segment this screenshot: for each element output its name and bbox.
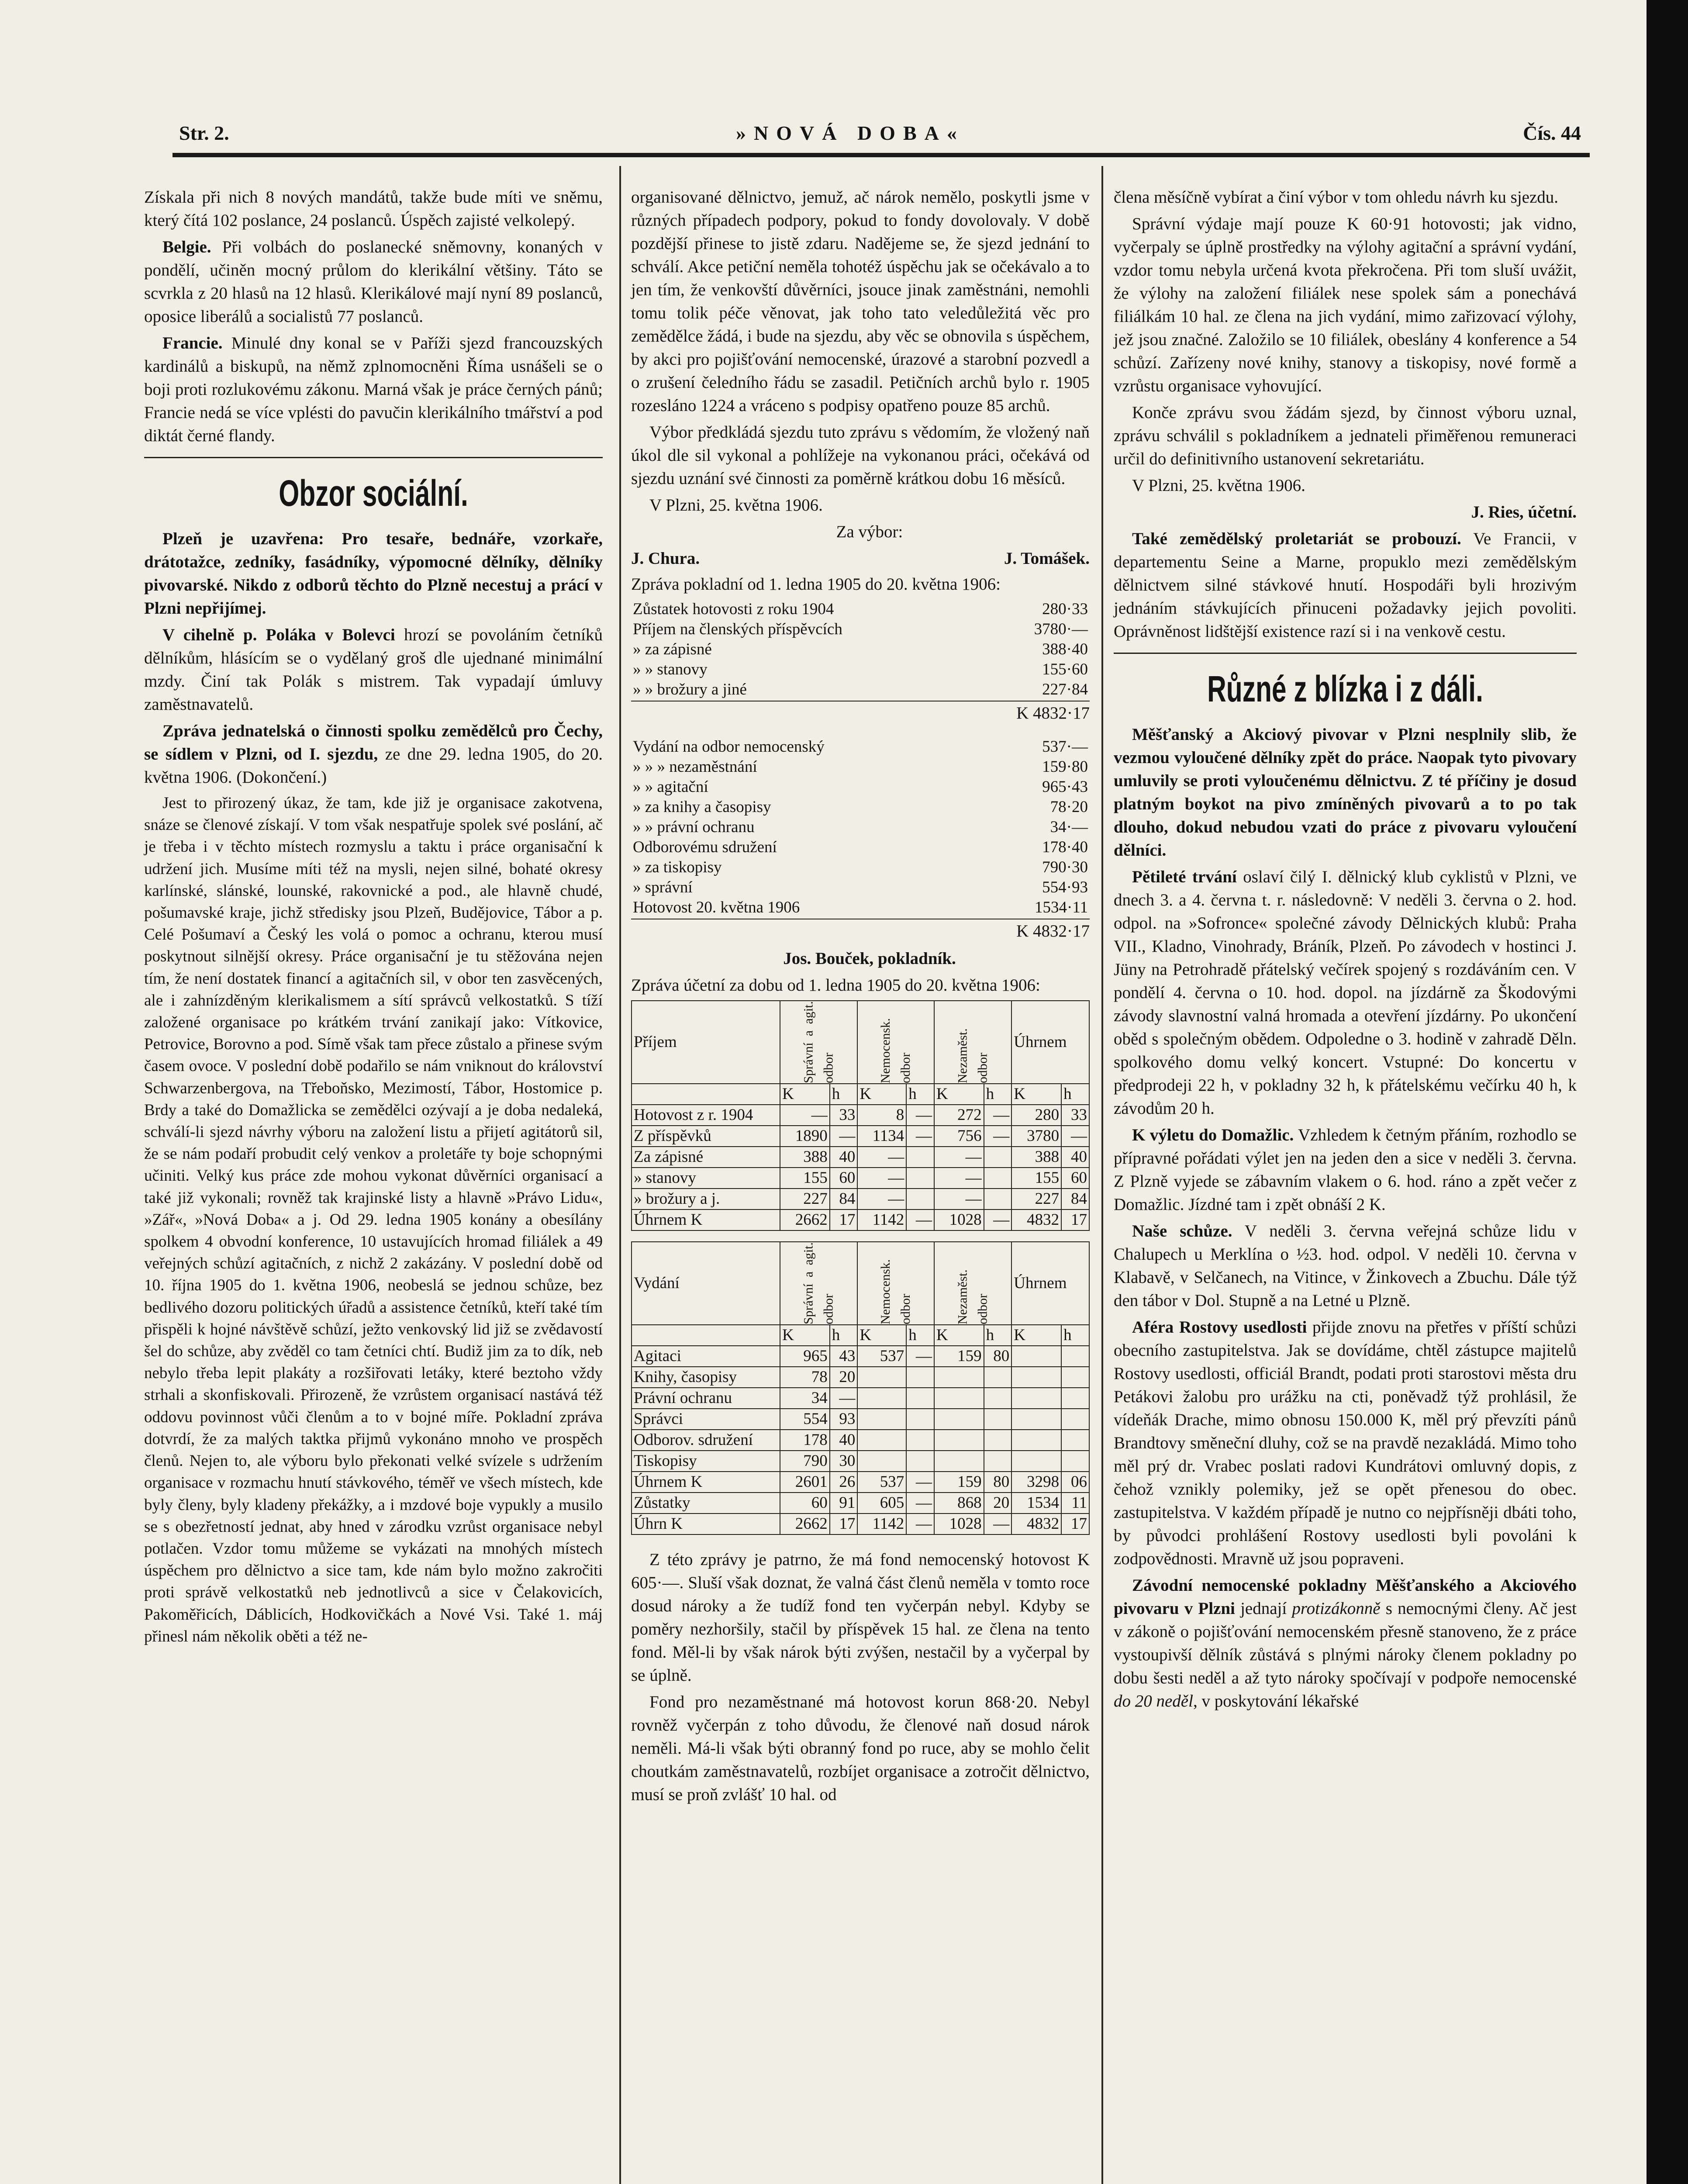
- article-head: Naše schůze.: [1132, 1222, 1232, 1241]
- row-label: Odborov. sdružení: [632, 1430, 780, 1451]
- article-bolevec: [144, 623, 603, 716]
- table-cell: 965: [780, 1346, 830, 1367]
- table-cell: 537: [857, 1472, 906, 1493]
- table-cell: —: [984, 1209, 1012, 1230]
- unit: h: [830, 1325, 858, 1346]
- emphasis: protizákonně: [1292, 1599, 1381, 1618]
- report-text: Z této zprávy je patrno, že má fond nemocenský hotovost K 605·—. Sluší však doznat, že valná část členů neměla v tomto roce dosud nároky a že tudíž fond ten vyčerpán nebyl. Kdyby se poměry nezhoršily, stačil by příspěvek 15 hal. ze člena na tento fond. Měl-li by však nárok býti zvýšen, nestačil by a vyčerpal by se úplně.: [631, 1550, 1090, 1685]
- table-row: [632, 1209, 1089, 1230]
- unit: K: [857, 1084, 906, 1105]
- article-text: přijde znovu na přetřes v příští schůzi obecního zastupitelstva. Jak se dovídáme, chtěl zástupce majitelů Rostovy usedlosti, officiál Brandt, podati proti starostovi města dru Petákovi žalobu pro urážku na cti, poněvadž týž prohlásil, že vídeňák Drache, mimo obnosu 150.000 K, měl prý převzíti pánů Brandtovy směneční dluhy, což se na pravdě nezakládá. Mimo toho měl prý dr. Vrabec poslati radovi Kundrátovi omluvný dopis, z čehož vznikly polemiky, jež se opět přenesou do obec. zastupitelstva. V každém případě je nutno co nejpřísněji dbáti toho, by původci prohlášení Rostovy usedlosti byli povoláni k zodpovědnosti. Mravně už jsou popraveni.: [1114, 1318, 1577, 1568]
- article-text: V neděli 3. června veřejná schůze lidu v Chalupech u Merklína o ½3. hod. odpol. V neděli 10. června v Klabavě, v Selčanech, na Vitince, v Žinkovech a Zbuchu. Dále týž den tábor v Dol. Stupně a na Letné u Plzně.: [1114, 1222, 1577, 1310]
- article-meetings: [1114, 1220, 1577, 1312]
- signatures: [631, 547, 1090, 570]
- table-row: [632, 1493, 1089, 1514]
- table-cell: 3780: [1011, 1126, 1061, 1147]
- table-cell: 80: [984, 1346, 1012, 1367]
- brewery-boycott: Měšťanský a Akciový pivovar v Plzni nesplnily slib, že vezmou vyloučené dělníky zpět do práce. Naopak tyto pivovary umluvily se proti vyloučenému dělnictvu. Z té příčiny je dosud platným boykot na pivo zmíněných pivovarů a to po tak dlouho, dokud nebudou vzati do práce z pivovaru vyloučení dělníci.: [1114, 725, 1577, 860]
- article-head: Pětileté trvání: [1132, 867, 1237, 886]
- account-amount: 155·60: [1042, 660, 1088, 678]
- income-total: K 4832·17: [631, 701, 1090, 725]
- table-row: [632, 1367, 1089, 1388]
- income-table: [631, 599, 1090, 700]
- cashier-signature: Jos. Bouček, pokladník.: [783, 949, 956, 968]
- account-row: [631, 660, 1090, 680]
- unit: K: [934, 1325, 984, 1346]
- article-text: Při volbách do poslanecké sněmovny, konaných v pondělí, učiněn mocný průlom do klerikální většiny. Táto se scvrkla z 20 hlasů na 12 hlasů. Klerikálové mají nyní 89 poslanců, oposice liberálů a socialistů 77 poslanců.: [144, 238, 603, 326]
- table-cell: 4832: [1011, 1514, 1061, 1534]
- table-cell: 227: [1011, 1189, 1061, 1209]
- table-cell: [906, 1147, 934, 1168]
- table-cell: [1011, 1388, 1061, 1409]
- table-cell: 868: [934, 1493, 984, 1514]
- article-belgie: [144, 235, 603, 328]
- place-date: V Plzni, 25. května 1906.: [649, 496, 823, 515]
- table-row: [632, 1430, 1089, 1451]
- table-cell: [1061, 1409, 1089, 1430]
- row-label: Zůstatky: [632, 1493, 780, 1514]
- row-label: » brožury a j.: [632, 1189, 780, 1209]
- table-cell: 80: [984, 1472, 1012, 1493]
- table-cell: [857, 1451, 906, 1472]
- account-label: Hotovost 20. května 1906: [633, 898, 800, 916]
- table-cell: 84: [1061, 1189, 1089, 1209]
- table-row: [632, 1189, 1089, 1209]
- article-text: , v poskytování lékařské: [1193, 1692, 1359, 1711]
- table-cell: 40: [1061, 1147, 1089, 1168]
- table-cell: [934, 1430, 984, 1451]
- table-cell: —: [906, 1493, 934, 1514]
- account-amount: 227·84: [1042, 681, 1088, 698]
- unit: K: [857, 1325, 906, 1346]
- row-label: Agitaci: [632, 1346, 780, 1367]
- unit: K: [780, 1325, 830, 1346]
- article-head: Aféra Rostovy usedlosti: [1132, 1318, 1307, 1337]
- report-text: organisované dělnictvo, jemuž, ač nárok nemělo, poskytli jsme v různých případech podpory, pokud to fondy dovolovaly. V době pozdější přinese to jistě zdaru. Nadějeme se, že sjezd jednání to schválí. Akce petiční neměla tohotéž úspěchu jak se očekávalo a to jen tím, že venkovští důvěrníci, jsouce jinak zaměstnáni, nemohli tomu tolik péče věnovat, jak toho tato veledůležitá věc pro zemědělce žádá, i bude na sjezdu, aby věc se obnovila s úspěchem, by akci pro pojišťování nemocenské, úrazové a starobní pozvedl a o zrušení čeledního řádu se zasadil. Petičních archů bylo r. 1905 rozesláno 1224 a vráceno s podpisy opatřeno pouze 85 archů.: [631, 188, 1090, 415]
- account-amount: 78·20: [1050, 798, 1088, 816]
- page-header: [173, 117, 1590, 156]
- table-cell: 554: [780, 1409, 830, 1430]
- signature-chura: J. Chura.: [631, 549, 700, 568]
- account-label: » » stanovy: [633, 660, 708, 678]
- account-row: [631, 898, 1090, 918]
- table-cell: [984, 1430, 1012, 1451]
- account-row: [631, 777, 1090, 797]
- column-2: [631, 186, 1090, 1810]
- account-label: » » brožury a jiné: [633, 681, 747, 698]
- account-row: [631, 639, 1090, 660]
- unit: h: [906, 1325, 934, 1346]
- table-cell: —: [906, 1346, 934, 1367]
- units-row: [632, 1325, 1089, 1346]
- account-amount: 388·40: [1042, 640, 1088, 658]
- account-row: [631, 737, 1090, 757]
- row-label: Hotovost z r. 1904: [632, 1105, 780, 1126]
- account-label: » » agitační: [633, 778, 708, 796]
- scan-edge: [1647, 0, 1688, 2184]
- table-cell: 43: [830, 1346, 858, 1367]
- account-amount: 790·30: [1042, 858, 1088, 876]
- article-text: jednají: [1240, 1599, 1287, 1618]
- table-row: [632, 1472, 1089, 1493]
- account-amount: 554·93: [1042, 878, 1088, 896]
- article-text: Získala při nich 8 nových mandátů, takže bude míti ve sněmu, který čítá 102 poslance, 24 poslanců. Úspěch zajisté velkolepý.: [144, 188, 603, 230]
- row-label: Tiskopisy: [632, 1451, 780, 1472]
- account-amount: 3780·—: [1034, 620, 1088, 638]
- row-label: Úhrnem K: [632, 1209, 780, 1230]
- table-cell: 756: [934, 1126, 984, 1147]
- account-amount: 159·80: [1042, 758, 1088, 776]
- table-cell: [857, 1367, 906, 1388]
- unit: K: [1011, 1084, 1061, 1105]
- table-cell: [1011, 1409, 1061, 1430]
- expense-total: K 4832·17: [631, 919, 1090, 943]
- table-cell: [906, 1430, 934, 1451]
- unit: h: [984, 1084, 1012, 1105]
- column-head: Nezaměst. odbor: [934, 1001, 1011, 1084]
- column-head: Úhrnem: [1011, 1242, 1089, 1325]
- table-cell: [906, 1367, 934, 1388]
- article-head: V cihelně p. Poláka v Bolevci: [162, 625, 395, 644]
- table-cell: 227: [780, 1189, 830, 1209]
- table-cell: 790: [780, 1451, 830, 1472]
- account-amount: 178·40: [1042, 838, 1088, 856]
- table-row: [632, 1388, 1089, 1409]
- table-cell: —: [906, 1472, 934, 1493]
- table-cell: 17: [1061, 1209, 1089, 1230]
- row-label: Knihy, časopisy: [632, 1367, 780, 1388]
- account-amount: 34·—: [1050, 818, 1088, 836]
- column-head: Nemocensk. odbor: [857, 1001, 934, 1084]
- row-label: Právní ochranu: [632, 1388, 780, 1409]
- table-cell: 159: [934, 1346, 984, 1367]
- article-insurance: [1114, 1574, 1577, 1713]
- row-label: Z příspěvků: [632, 1126, 780, 1147]
- account-label: » » » nezaměstnání: [633, 758, 757, 776]
- table-cell: [1061, 1430, 1089, 1451]
- table-cell: 60: [780, 1493, 830, 1514]
- account-amount: 965·43: [1042, 778, 1088, 796]
- account-label: » za knihy a časopisy: [633, 798, 771, 816]
- table-cell: 78: [780, 1367, 830, 1388]
- table-head: Příjem: [632, 1001, 780, 1084]
- table-row: [632, 1147, 1089, 1168]
- table-cell: [984, 1168, 1012, 1189]
- table-cell: [984, 1409, 1012, 1430]
- row-label: Za zápisné: [632, 1147, 780, 1168]
- table-cell: 272: [934, 1105, 984, 1126]
- table-cell: 84: [830, 1189, 858, 1209]
- table-cell: —: [857, 1189, 906, 1209]
- article-head: Zpráva jednatelská o činnosti spolku zemědělců pro Čechy, se sídlem v Plzni, od I. sjezdu,: [144, 722, 603, 764]
- column-head: Správní a agit. odbor: [780, 1001, 857, 1084]
- table-cell: 60: [830, 1168, 858, 1189]
- table-cell: —: [906, 1514, 934, 1534]
- table-cell: 34: [780, 1388, 830, 1409]
- table-cell: [984, 1367, 1012, 1388]
- account-label: » správní: [633, 878, 693, 896]
- table-cell: 3298: [1011, 1472, 1061, 1493]
- table-cell: 17: [1061, 1514, 1089, 1534]
- table-row: [632, 1346, 1089, 1367]
- table-cell: [906, 1168, 934, 1189]
- table-cell: —: [857, 1147, 906, 1168]
- article-rostova: [1114, 1316, 1577, 1570]
- row-label: Úhrnem K: [632, 1472, 780, 1493]
- header-rule: [173, 153, 1590, 157]
- account-amount: 280·33: [1042, 600, 1088, 618]
- column-head: Správní a agit. odbor: [780, 1242, 857, 1325]
- table-cell: [857, 1388, 906, 1409]
- signature-tomasek: J. Tomášek.: [1004, 549, 1090, 568]
- article-head: Také zemědělský proletariát se probouzí.: [1132, 529, 1461, 548]
- article-text: hrozí se povoláním četníků dělníkům, hlásícím se o vydělaný groš dle ujednané minimální mzdy. Činí tak Polák s mistrem. Tak vypadají úmluvy zaměstnavatelů.: [144, 625, 603, 714]
- account-label: Odborovému sdružení: [633, 838, 777, 856]
- table-cell: 20: [830, 1367, 858, 1388]
- divider: [1114, 653, 1577, 654]
- table-cell: 17: [830, 1514, 858, 1534]
- table-cell: —: [906, 1105, 934, 1126]
- unit: h: [984, 1325, 1012, 1346]
- table-cell: 40: [830, 1430, 858, 1451]
- article-head: Závodní nemocenské pokladny Měšťanského a Akciového pivovaru v Plzni: [1114, 1576, 1577, 1618]
- emphasis: do 20 neděl: [1114, 1692, 1193, 1711]
- table-cell: —: [906, 1126, 934, 1147]
- account-label: » za tiskopisy: [633, 858, 722, 876]
- table-cell: [984, 1147, 1012, 1168]
- table-cell: —: [934, 1189, 984, 1209]
- report-text: Fond pro nezaměstnané má hotovost korun 868·20. Nebyl rovněž vyčerpán z toho důvodu, že členové naň dosud nárok neměli. Má-li však býti obranný fond po ruce, aby se mohlo čelit choutkám zaměstnavatelů, rozbíjet organisace a zotročit dělnictvo, musí se proň zvlášť 10 hal. od: [631, 1693, 1090, 1804]
- table-cell: 8: [857, 1105, 906, 1126]
- column-head: Úhrnem: [1011, 1001, 1089, 1084]
- signature-ries: J. Ries, účetní.: [1471, 503, 1577, 522]
- table-cell: 1134: [857, 1126, 906, 1147]
- table-cell: —: [984, 1105, 1012, 1126]
- account-row: [631, 878, 1090, 898]
- boycott-notice: Plzeň je uzavřena: Pro tesaře, bednáře, vzorkaře, drátotažce, zedníky, fasádníky, výpomocné dělníky, dělníky pivovarské. Nikdo z odborů těchto do Plzně necestuj a prácí v Plzni nepřijímej.: [144, 529, 603, 618]
- table-cell: —: [830, 1388, 858, 1409]
- table-cell: 1142: [857, 1209, 906, 1230]
- table-cell: —: [857, 1168, 906, 1189]
- table-cell: —: [906, 1209, 934, 1230]
- table-cell: [906, 1388, 934, 1409]
- row-label: » stanovy: [632, 1168, 780, 1189]
- table-cell: 388: [1011, 1147, 1061, 1168]
- issue-number: Čís. 44: [1523, 122, 1581, 144]
- article-cyclists: [1114, 865, 1577, 1120]
- table-cell: —: [934, 1168, 984, 1189]
- table-cell: —: [830, 1126, 858, 1147]
- article-text: ze dne 29. ledna 1905, do 20. května 1906. (Dokončení.): [144, 745, 603, 787]
- unit: K: [1011, 1325, 1061, 1346]
- account-row: [631, 817, 1090, 837]
- account-label: Zůstatek hotovosti z roku 1904: [633, 600, 834, 618]
- unit: h: [1061, 1084, 1089, 1105]
- account-label: Příjem na členských příspěvcích: [633, 620, 842, 638]
- place-date: V Plzni, 25. května 1906.: [1132, 476, 1305, 495]
- report-text: Konče zprávu svou žádám sjezd, by činnost výboru uznal, zprávu schválil s pokladníkem a jednateli přiměřenou remuneraci určil do definitivního ustanovení sekretariátu.: [1114, 403, 1577, 468]
- table-cell: 2662: [780, 1514, 830, 1534]
- table-cell: —: [780, 1105, 830, 1126]
- table-row: [632, 1514, 1089, 1534]
- table-cell: 1028: [934, 1514, 984, 1534]
- table-head: Vydání: [632, 1242, 780, 1325]
- table-cell: [1061, 1388, 1089, 1409]
- cash-report-title: Zpráva pokladní od 1. ledna 1905 do 20. května 1906:: [631, 575, 1001, 594]
- table-cell: 26: [830, 1472, 858, 1493]
- table-cell: 30: [830, 1451, 858, 1472]
- table-cell: 06: [1061, 1472, 1089, 1493]
- table-cell: —: [1061, 1126, 1089, 1147]
- section-heading-social: Obzor sociální.: [279, 473, 468, 514]
- column-divider-1: [619, 166, 621, 2184]
- unit: h: [906, 1084, 934, 1105]
- table-cell: 2662: [780, 1209, 830, 1230]
- row-label: Správci: [632, 1409, 780, 1430]
- table-cell: 1142: [857, 1514, 906, 1534]
- table-cell: [906, 1189, 934, 1209]
- article-head: Belgie.: [162, 238, 211, 256]
- account-label: » » právní ochranu: [633, 818, 755, 836]
- table-cell: [1061, 1451, 1089, 1472]
- page-number: Str. 2.: [179, 122, 229, 144]
- table-cell: 60: [1061, 1168, 1089, 1189]
- table-row: [632, 1126, 1089, 1147]
- table-cell: 155: [1011, 1168, 1061, 1189]
- section-heading-various: Různé z blízka i z dáli.: [1207, 668, 1483, 709]
- report-text: Jest to přirozený úkaz, že tam, kde již je organisace zakotvena, snáze se členové získají. V tom však nespatřuje spolek své poslání, ač je třeba i v těchto místech rozmyslu a taktu i práce organisační k udržení jich. Musíme míti též na mysli, nejen silné, bohaté okresy karlínské, slánské, lounské, rakovnické a pod., ale hlavně chudé, pošumavské kraje, jichž středisky jsou Plzeň, Budějovice, Tábor a p. Celé Pošumaví a Český les volá o pomoc a ochranu, kterou musí poskytnout silnější okresy. Práce organisační je tu stěžována nejen tím, že není dostatek financí a agitačních sil, v obor ten zasvěcených, ale i zahnízděným klerikalismem a sítí správců velkostatků. S tíží založené organisace po krátkém trvání zanikají jako: Vítkovice, Petrovice, Borovno a pod. Símě však tam přece zůstalo a přinese svým časem ovoce. V poslední době podařilo se nám vniknout do království Schwarzenbergova, na Třeboňsko, Mezimostí, Tábor, Hostomice p. Brdy a také do Domažlicka se zemědělci ozývají a je doba nedaleká, schválí-li sjezd návrhy výboru na založení listu a přijetí agitátorů sil, že se nám podaří probudit celý venkov a proletáře ty boje schopnými učiniti. Velký kus práce zde mohou vykonat důvěrníci organisací a také již vykonali; rovněž tak krajinské listy a hlavně »Právo Lidu«, »Zář«, »Nová Doba« a j. Od 29. ledna 1905 konány a obesílány spolkem 4 obvodní konference, 10 ustavujících hromad filiálek a 49 veřejných schůzí agitačních, z nichž 2 zakázány. V poslední době od 10. října 1905 do 1. května 1906, neobeslá se jednou schůze, bez bedlivého dozoru politických úřadů a assistence četníků, kteří také tím přispěli k hojné návštěvě schůzí, ježto venkovský lid již se zvědavostí šel do schůze, aby zvěděl co tam četníci chtí. Budiž jim za to dík, neb nebylo třeba lepit plakáty a rozšiřovati letáky, které beztoho vždy strhali a skonfiskovali. Přirozeně, že vzrůstem organisací nastává též oddovu povinnost vůči členům a to v bojné míře. Pokladní zpráva dotvrdí, že za malých taktka přijmů vykonáno mnoho ve prospěch členů. Nejen to, ale výboru bylo překonati velké svízele s udržením organisace v rozmachu hnutí stávkového, téměř ve všech místech, kde byly členy, byly kladeny překážky, a i mzdové boje vypukly a musilo se s obezřetností jednat, aby hned v zárodku vzrůst organisace nebyl potlačen. Vzdor tomu můžeme se vykázati na mnohých místech úspěchem pro dělnictvo a sice tam, kde nám bylo možno zakročiti proti správě velkostatků neb jednotlivců a sice v Čelakovicích, Pakoměřicích, Dáblicích, Hodkovičkách a Nové Vsi. Také 1. máj přinesl nám několik oběti a též ne-: [144, 794, 603, 1645]
- table-cell: [1061, 1346, 1089, 1367]
- table-cell: [1061, 1367, 1089, 1388]
- table-cell: —: [984, 1514, 1012, 1534]
- table-cell: 17: [830, 1209, 858, 1230]
- table-row: [632, 1105, 1089, 1126]
- article-text: Minulé dny konal se v Paříži sjezd francouzských kardinálů a biskupů, na němž zplnomocněni Říma usnášeli se o boji proti rozlukovému zákonu. Marná však je práce černých pánů; Francie nedá se více vplésti do pavučin klerikálního tmářství a pod diktát černé flandy.: [144, 334, 603, 445]
- account-row: [631, 680, 1090, 700]
- table-cell: [857, 1409, 906, 1430]
- report-text: Správní výdaje mají pouze K 60·91 hotovosti; jak vidno, vyčerpaly se úplně prostředky na výlohy agitační a správní vydání, vzdor tomu nebyla určená kvota překročena. Při tom sluší uvážit, že výlohy na založení filiálek nese spolek sám a ponechává filiálkám 10 hal. ze člena na jich vydání, mimo zařizovací výlohy, jež jsou značné. Založilo se 10 filiálek, obeslány 4 konference a 54 schůzí. Zařízeny nové knihy, stanovy a tiskopisy, nové formě a vzrůstu organisace vyhovující.: [1114, 214, 1577, 395]
- column-head: Nemocensk. odbor: [857, 1242, 934, 1325]
- table-cell: 1890: [780, 1126, 830, 1147]
- account-row: [631, 837, 1090, 857]
- article-text: oslaví čilý I. dělnický klub cyklistů v Plzni, ve dnech 3. a 4. června t. r. následovně: V neděli 3. června o 2. hod. odpol. na »Sofronce« společné závody Dělnických klubů: Praha VII., Kladno, Vinohrady, Bráník, Plzeň. Po závodech v hostinci J. Jüny na Petrohradě přátelský večírek spojený s rozdáváním cen. V pondělí 4. června o 10. hod. dopol. na jízdárně za Škodovými závody slavnostní valná hromada a otevření jízdárny. Po ukončení oběd s společným obědem. Odpoledne o 3. hodině v zahradě Děln. spolkového domu velký koncert. Vstupné: Do koncertu v předprodeji 22 h, v pokladny 32 h, k přátelskému večírku 40 h, k závodům 20 h.: [1114, 867, 1577, 1118]
- article-text: s nemocnými členy. Ač jest v zákoně o pojišťování nemocenském přesně stanoveno, že z práce vystoupivší dělník zůstává s plnými nároky členem pokladny po dobu šesti neděl a až tyto nároky spočívají v podpoře nemocenské: [1114, 1599, 1577, 1687]
- table-cell: 2601: [780, 1472, 830, 1493]
- table-cell: 605: [857, 1493, 906, 1514]
- article-text: Vzhledem k četným přáním, rozhodlo se přípravné pořádati výlet jen na jeden den a sice v neděli 3. června. Z Plzně vyjede se zábavním vlakem o 6. hod. ráno a zpět večer z Domažlic. Jízdné tam i zpět obnáší 2 K.: [1114, 1126, 1577, 1214]
- table-cell: [1011, 1430, 1061, 1451]
- table-cell: [934, 1451, 984, 1472]
- article-domazlice: [1114, 1123, 1577, 1216]
- account-label: Vydání na odbor nemocenský: [633, 738, 825, 756]
- table-cell: [1011, 1367, 1061, 1388]
- account-row: [631, 619, 1090, 639]
- table-cell: [857, 1430, 906, 1451]
- account-row: [631, 797, 1090, 817]
- newspaper-title: »NOVÁ DOBA«: [736, 122, 965, 144]
- table-cell: 33: [830, 1105, 858, 1126]
- row-label: Úhrn K: [632, 1514, 780, 1534]
- table-cell: 1028: [934, 1209, 984, 1230]
- table-cell: [934, 1367, 984, 1388]
- table-cell: 388: [780, 1147, 830, 1168]
- report-heading: [144, 719, 603, 789]
- article-head: K výletu do Domažlic.: [1132, 1126, 1294, 1144]
- za-vybor: Za výbor:: [836, 522, 903, 541]
- column-head: Nezaměst. odbor: [934, 1242, 1011, 1325]
- column-3: [1114, 186, 1577, 1716]
- table-cell: 93: [830, 1409, 858, 1430]
- table-cell: 537: [857, 1346, 906, 1367]
- table-cell: [984, 1451, 1012, 1472]
- units-row: [632, 1084, 1089, 1105]
- table-cell: 1534: [1011, 1493, 1061, 1514]
- column-divider-2: [1101, 166, 1103, 2184]
- table-cell: 33: [1061, 1105, 1089, 1126]
- table-row: [632, 1168, 1089, 1189]
- table-cell: [984, 1189, 1012, 1209]
- article-head: Francie.: [162, 334, 223, 352]
- table-cell: 20: [984, 1493, 1012, 1514]
- accounting-table-expense: [631, 1241, 1090, 1535]
- table-cell: [906, 1451, 934, 1472]
- report-text: Výbor předkládá sjezdu tuto zprávu s vědomím, že vložený naň úkol dle sil vykonal a pohlížeje na vykonanou práci, očekává od sjezdu uznání své činnosti za poměrně krátkou dobu 16 měsíců.: [631, 423, 1090, 488]
- table-cell: 40: [830, 1147, 858, 1168]
- table-cell: —: [934, 1147, 984, 1168]
- account-row: [631, 599, 1090, 619]
- table-cell: [934, 1409, 984, 1430]
- table-cell: 159: [934, 1472, 984, 1493]
- accounting-table-income: [631, 1000, 1090, 1231]
- table-cell: 280: [1011, 1105, 1061, 1126]
- table-cell: [984, 1388, 1012, 1409]
- account-amount: 537·—: [1042, 738, 1088, 756]
- table-cell: 155: [780, 1168, 830, 1189]
- report-text: člena měsíčně vybírat a činí výbor v tom ohledu návrh ku sjezdu.: [1114, 188, 1559, 207]
- account-row: [631, 757, 1090, 777]
- column-1: [144, 186, 603, 1651]
- article-francie: [144, 332, 603, 447]
- table-cell: 178: [780, 1430, 830, 1451]
- table-cell: [1011, 1451, 1061, 1472]
- table-cell: [1011, 1346, 1061, 1367]
- account-report-title: Zpráva účetní za dobu od 1. ledna 1905 do 20. května 1906:: [631, 976, 1040, 995]
- table-cell: [906, 1409, 934, 1430]
- account-label: » za zápisné: [633, 640, 712, 658]
- table-row: [632, 1451, 1089, 1472]
- unit: h: [1061, 1325, 1089, 1346]
- unit: h: [830, 1084, 858, 1105]
- table-cell: 11: [1061, 1493, 1089, 1514]
- table-row: [632, 1409, 1089, 1430]
- table-cell: [934, 1388, 984, 1409]
- table-cell: 4832: [1011, 1209, 1061, 1230]
- divider: [144, 457, 603, 458]
- table-cell: 91: [830, 1493, 858, 1514]
- unit: K: [780, 1084, 830, 1105]
- article-proletariat: [1114, 527, 1577, 643]
- account-amount: 1534·11: [1035, 898, 1088, 916]
- account-row: [631, 857, 1090, 878]
- unit: K: [934, 1084, 984, 1105]
- expense-table: [631, 737, 1090, 918]
- table-cell: —: [984, 1126, 1012, 1147]
- article-text: Ve Francii, v departementu Seine a Marne, propuklo mezi zemědělským dělnictvem silné stávkové hnutí. Hospodáři byli hrozivým jednáním stávkujících přinuceni požadavky jejich povoliti. Oprávněnost lidštější existence razí si i na venkově cestu.: [1114, 529, 1577, 641]
